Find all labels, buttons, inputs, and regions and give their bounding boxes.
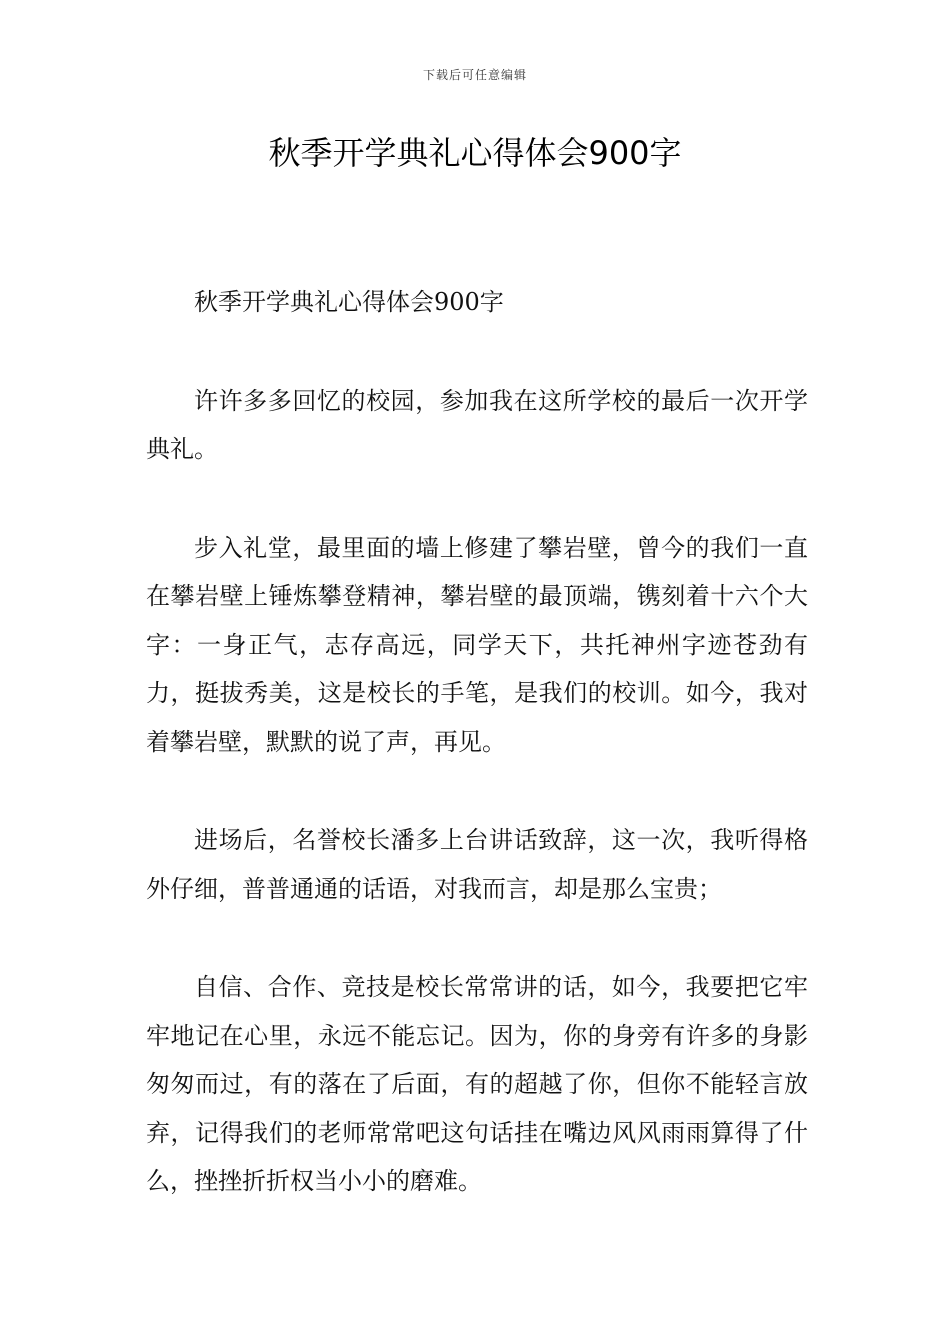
document-body <box>146 278 808 1256</box>
paragraph: 步入礼堂，最里面的墙上修建了攀岩壁，曾今的我们一直在攀岩壁上锤炼攀登精神，攀岩壁的最顶端，镌刻着十六个大字：一身正气，志存高远，同学天下，共托神州字迹苍劲有力，挺拔秀美，这是校长的手笔，是我们的校训。如今，我对着攀岩壁，默默的说了声，再见。 <box>146 533 808 756</box>
paragraph-subtitle: 秋季开学典礼心得体会900字 <box>194 288 504 316</box>
paragraph: 许许多多回忆的校园，参加我在这所学校的最后一次开学典礼。 <box>146 386 808 463</box>
paragraph: 自信、合作、竞技是校长常常讲的话，如今，我要把它牢牢地记在心里，永远不能忘记。因为，你的身旁有许多的身影匆匆而过，有的落在了后面，有的超越了你，但你不能轻言放弃，记得我们的老师常常吧这句话挂在嘴边风风雨雨算得了什么，挫挫折折权当小小的磨难。 <box>146 973 808 1195</box>
header-note: 下载后可任意编辑 <box>422 68 527 82</box>
paragraph: 进场后，名誉校长潘多上台讲话致辞，这一次，我听得格外仔细，普普通通的话语，对我而言，却是那么宝贵； <box>146 826 808 903</box>
document-title: 秋季开学典礼心得体会900字 <box>268 134 682 172</box>
